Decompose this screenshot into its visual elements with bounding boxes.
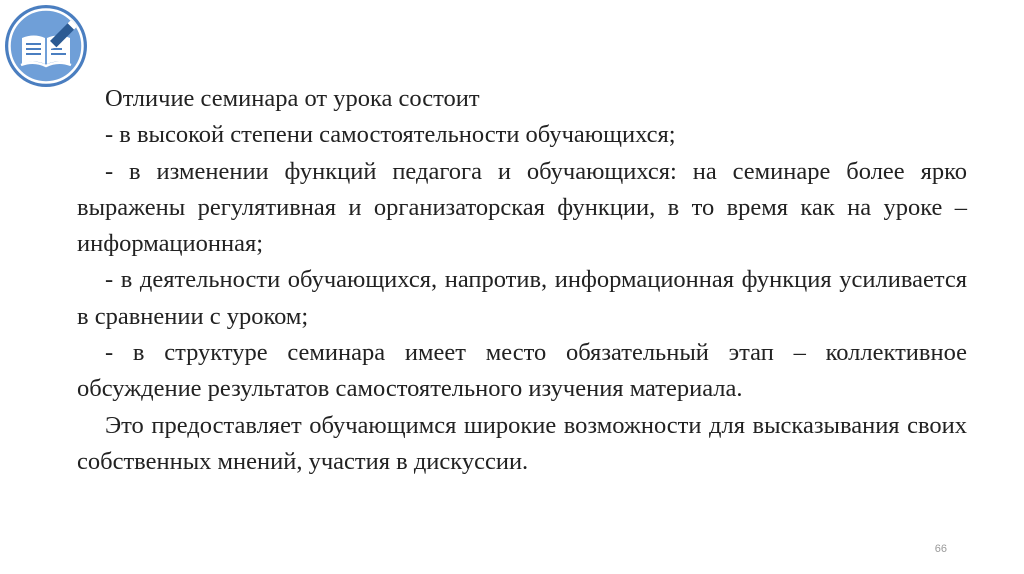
paragraph-point-4: - в структуре семинара имеет место обязательный этап – коллективное обсуждение результатов самостоятельного изучения материала. [77,339,967,403]
paragraph-point-3: - в деятельности обучающихся, напротив, информационная функция усиливается в сравнении с уроком; [77,266,967,330]
open-book-pencil-icon [4,4,88,88]
page-number: 66 [934,543,947,555]
slide-body [77,81,967,480]
paragraph-point-1: - в высокой степени самостоятельности обучающихся; [105,121,676,149]
paragraph-conclusion: Это предоставляет обучающимся широкие возможности для высказывания своих собственных мнений, участия в дискуссии. [77,411,967,475]
paragraph-point-2: - в изменении функций педагога и обучающихся: на семинаре более ярко выражены регулятивная и организаторская функции, в то время как на уроке – информационная; [77,157,967,258]
paragraph-intro: Отличие семинара от урока состоит [105,85,480,112]
